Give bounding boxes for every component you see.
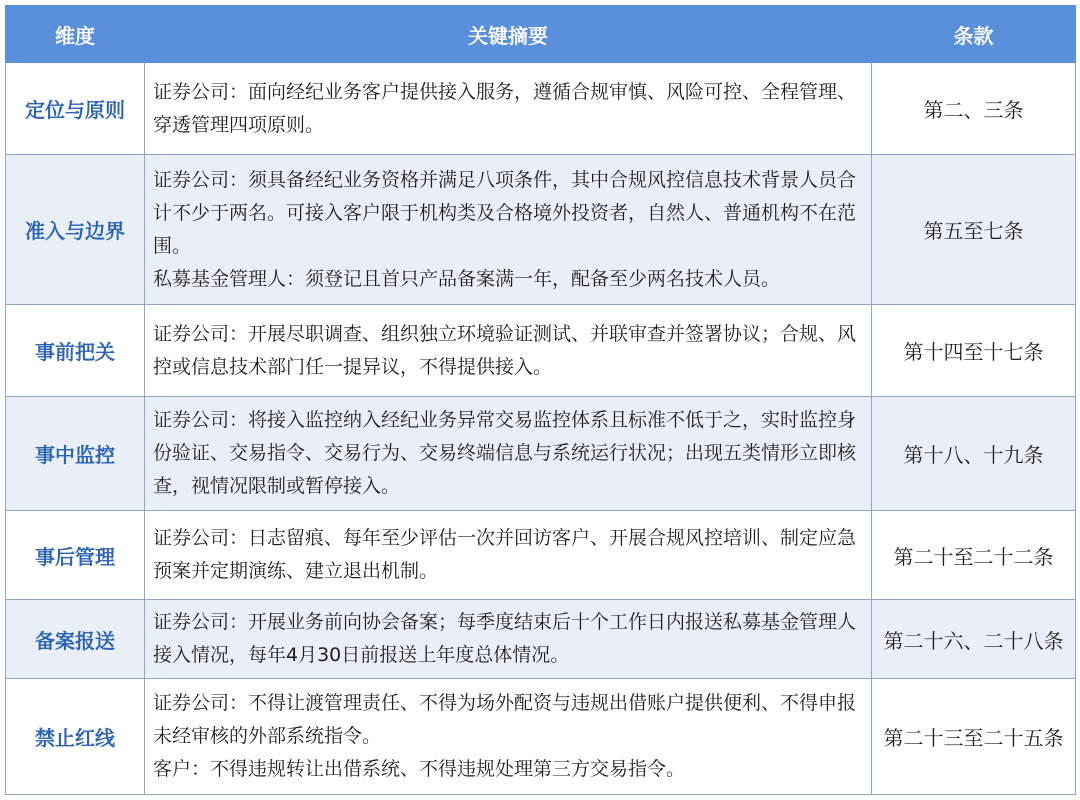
row-summary [145, 397, 872, 511]
table-row [6, 155, 1076, 305]
header-dimension: 维度 [6, 6, 145, 63]
header-summary: 关键摘要 [145, 6, 872, 63]
row-clause: 第二、三条 [872, 63, 1076, 155]
summary-paragraph: 证券公司：面向经纪业务客户提供接入服务，遵循合规审慎、风险可控、全程管理、穿透管理四项原则。 [153, 80, 857, 136]
row-clause: 第五至七条 [872, 155, 1076, 305]
row-dimension: 事中监控 [6, 397, 145, 511]
row-dimension: 准入与边界 [6, 155, 145, 305]
row-clause: 第二十至二十二条 [872, 511, 1076, 600]
row-clause: 第二十六、二十八条 [872, 600, 1076, 679]
summary-paragraph: 证券公司：开展尽职调查、组织独立环境验证测试、并联审查并签署协议；合规、风控或信息技术部门任一提异议，不得提供接入。 [153, 322, 857, 378]
regulation-summary-table-container [5, 5, 1075, 795]
row-summary [145, 511, 872, 600]
row-clause: 第十八、十九条 [872, 397, 1076, 511]
row-clause: 第十四至十七条 [872, 305, 1076, 397]
table-row [6, 305, 1076, 397]
summary-paragraph: 证券公司：开展业务前向协会备案；每季度结束后十个工作日内报送私募基金管理人接入情况，每年4月30日前报送上年度总体情况。 [153, 611, 857, 666]
row-dimension: 定位与原则 [6, 63, 145, 155]
row-dimension: 事后管理 [6, 511, 145, 600]
summary-paragraph: 私募基金管理人：须登记且首只产品备案满一年，配备至少两名技术人员。 [153, 267, 781, 290]
regulation-summary-table [5, 5, 1076, 795]
summary-paragraph: 证券公司：将接入监控纳入经纪业务异常交易监控体系且标准不低于之，实时监控身份验证、交易指令、交易行为、交易终端信息与系统运行状况；出现五类情形立即核查，视情况限制或暂停接入。 [153, 409, 857, 497]
table-row [6, 679, 1076, 795]
row-summary [145, 305, 872, 397]
row-summary [145, 63, 872, 155]
table-row [6, 511, 1076, 600]
row-summary [145, 155, 872, 305]
row-dimension: 备案报送 [6, 600, 145, 679]
row-dimension: 禁止红线 [6, 679, 145, 795]
summary-paragraph: 证券公司：不得让渡管理责任、不得为场外配资与违规出借账户提供便利、不得申报未经审核的外部系统指令。 [153, 692, 857, 747]
table-row [6, 600, 1076, 679]
summary-paragraph: 客户：不得违规转让出借系统、不得违规处理第三方交易指令。 [153, 758, 686, 780]
row-summary [145, 679, 872, 795]
row-dimension: 事前把关 [6, 305, 145, 397]
summary-paragraph: 证券公司：日志留痕、每年至少评估一次并回访客户、开展合规风控培训、制定应急预案并定期演练、建立退出机制。 [153, 527, 857, 582]
table-header-row [6, 6, 1076, 63]
row-summary [145, 600, 872, 679]
summary-paragraph: 证券公司：须具备经纪业务资格并满足八项条件，其中合规风控信息技术背景人员合计不少于两名。可接入客户限于机构类及合格境外投资者，自然人、普通机构不在范围。 [153, 168, 857, 257]
row-clause: 第二十三至二十五条 [872, 679, 1076, 795]
header-clause: 条款 [872, 6, 1076, 63]
table-row [6, 63, 1076, 155]
table-row [6, 397, 1076, 511]
